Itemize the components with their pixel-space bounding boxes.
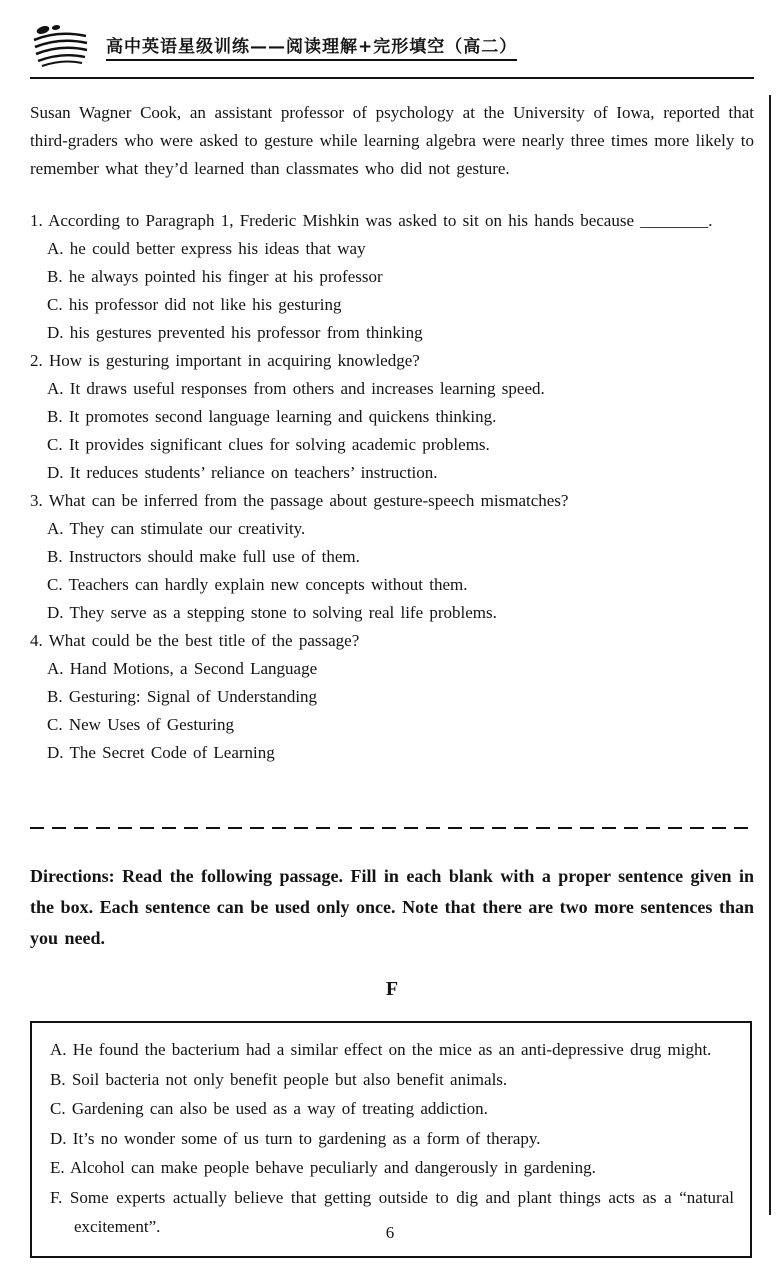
option-line: D. his gestures prevented his professor from thinking xyxy=(47,323,423,342)
sentence-item: B. Soil bacteria not only benefit people but also benefit animals. xyxy=(50,1069,508,1089)
sentence-item: F. Some experts actually believe that getting outside to dig and plant things acts as a “natural excitement”. xyxy=(50,1187,734,1236)
question-stem-text: How is gesturing important in acquiring knowledge? xyxy=(49,351,420,370)
option-line: C. his professor did not like his gesturing xyxy=(47,295,342,314)
passage-text: Susan Wagner Cook, an assistant professor of psychology at the University of Iowa, reported that third-graders who were asked to gesture while learning algebra were nearly three times more likely to remember what they’d learned than classmates who did not gesture. xyxy=(30,103,754,178)
question-stem-text: What could be the best title of the passage? xyxy=(48,631,360,650)
question-stem xyxy=(30,347,754,375)
question-2 xyxy=(30,347,754,487)
option-line: A. Hand Motions, a Second Language xyxy=(47,659,318,678)
option-line: A. he could better express his ideas that way xyxy=(47,239,366,258)
book-title: 高中英语星级训练——阅读理解+完形填空（高二） xyxy=(106,32,517,61)
sentence-item: E. Alcohol can make people behave peculiarly and dangerously in gardening. xyxy=(50,1158,596,1177)
option-line: D. They serve as a stepping stone to solving real life problems. xyxy=(47,603,497,622)
question-4 xyxy=(30,627,754,767)
question-stem xyxy=(30,207,754,235)
question-1 xyxy=(30,207,754,347)
publisher-logo-icon xyxy=(30,24,90,68)
dashed-divider xyxy=(30,827,754,829)
question-stem xyxy=(30,487,754,515)
option-line: C. It provides significant clues for solving academic problems. xyxy=(47,435,490,454)
question-number: 4. xyxy=(30,631,43,650)
question-number: 1. xyxy=(30,211,43,230)
question-3 xyxy=(30,487,754,627)
option-line: B. Instructors should make full use of them. xyxy=(47,547,360,566)
questions-section xyxy=(30,207,754,767)
sentence-item: D. It’s no wonder some of us turn to gardening as a form of therapy. xyxy=(50,1128,541,1148)
option-line: B. Gesturing: Signal of Understanding xyxy=(47,687,318,706)
option-line: D. The Secret Code of Learning xyxy=(47,743,275,762)
directions-text: Directions: Read the following passage. Fill in each blank with a proper sentence given in the box. Each sentence can be used only once. Note that there are two more sentences than you need. xyxy=(30,866,754,948)
header-rule xyxy=(30,77,754,79)
option-line: D. It reduces students’ reliance on teachers’ instruction. xyxy=(47,463,438,482)
question-stem xyxy=(30,627,754,655)
option-line: B. It promotes second language learning and quickens thinking. xyxy=(47,407,497,426)
question-stem-text: According to Paragraph 1, Frederic Mishkin was asked to sit on his hands because ________. xyxy=(48,211,713,230)
option-line: A. It draws useful responses from others and increases learning speed. xyxy=(47,379,545,398)
question-number: 3. xyxy=(30,491,43,510)
option-line: A. They can stimulate our creativity. xyxy=(47,519,306,538)
question-stem-text: What can be inferred from the passage about gesture-speech mismatches? xyxy=(48,491,569,510)
section-label: F xyxy=(385,978,399,1000)
option-line: C. New Uses of Gesturing xyxy=(47,715,234,734)
page-edge-line xyxy=(769,95,771,1215)
sentence-item: A. He found the bacterium had a similar effect on the mice as an anti-depressive drug might. xyxy=(50,1040,712,1059)
option-line: B. he always pointed his finger at his professor xyxy=(47,267,383,286)
sentence-item: C. Gardening can also be used as a way of treating addiction. xyxy=(50,1099,488,1118)
page-header xyxy=(30,24,754,68)
page-number: 6 xyxy=(385,1223,395,1242)
question-number: 2. xyxy=(30,351,43,370)
option-line: C. Teachers can hardly explain new concepts without them. xyxy=(47,575,468,594)
